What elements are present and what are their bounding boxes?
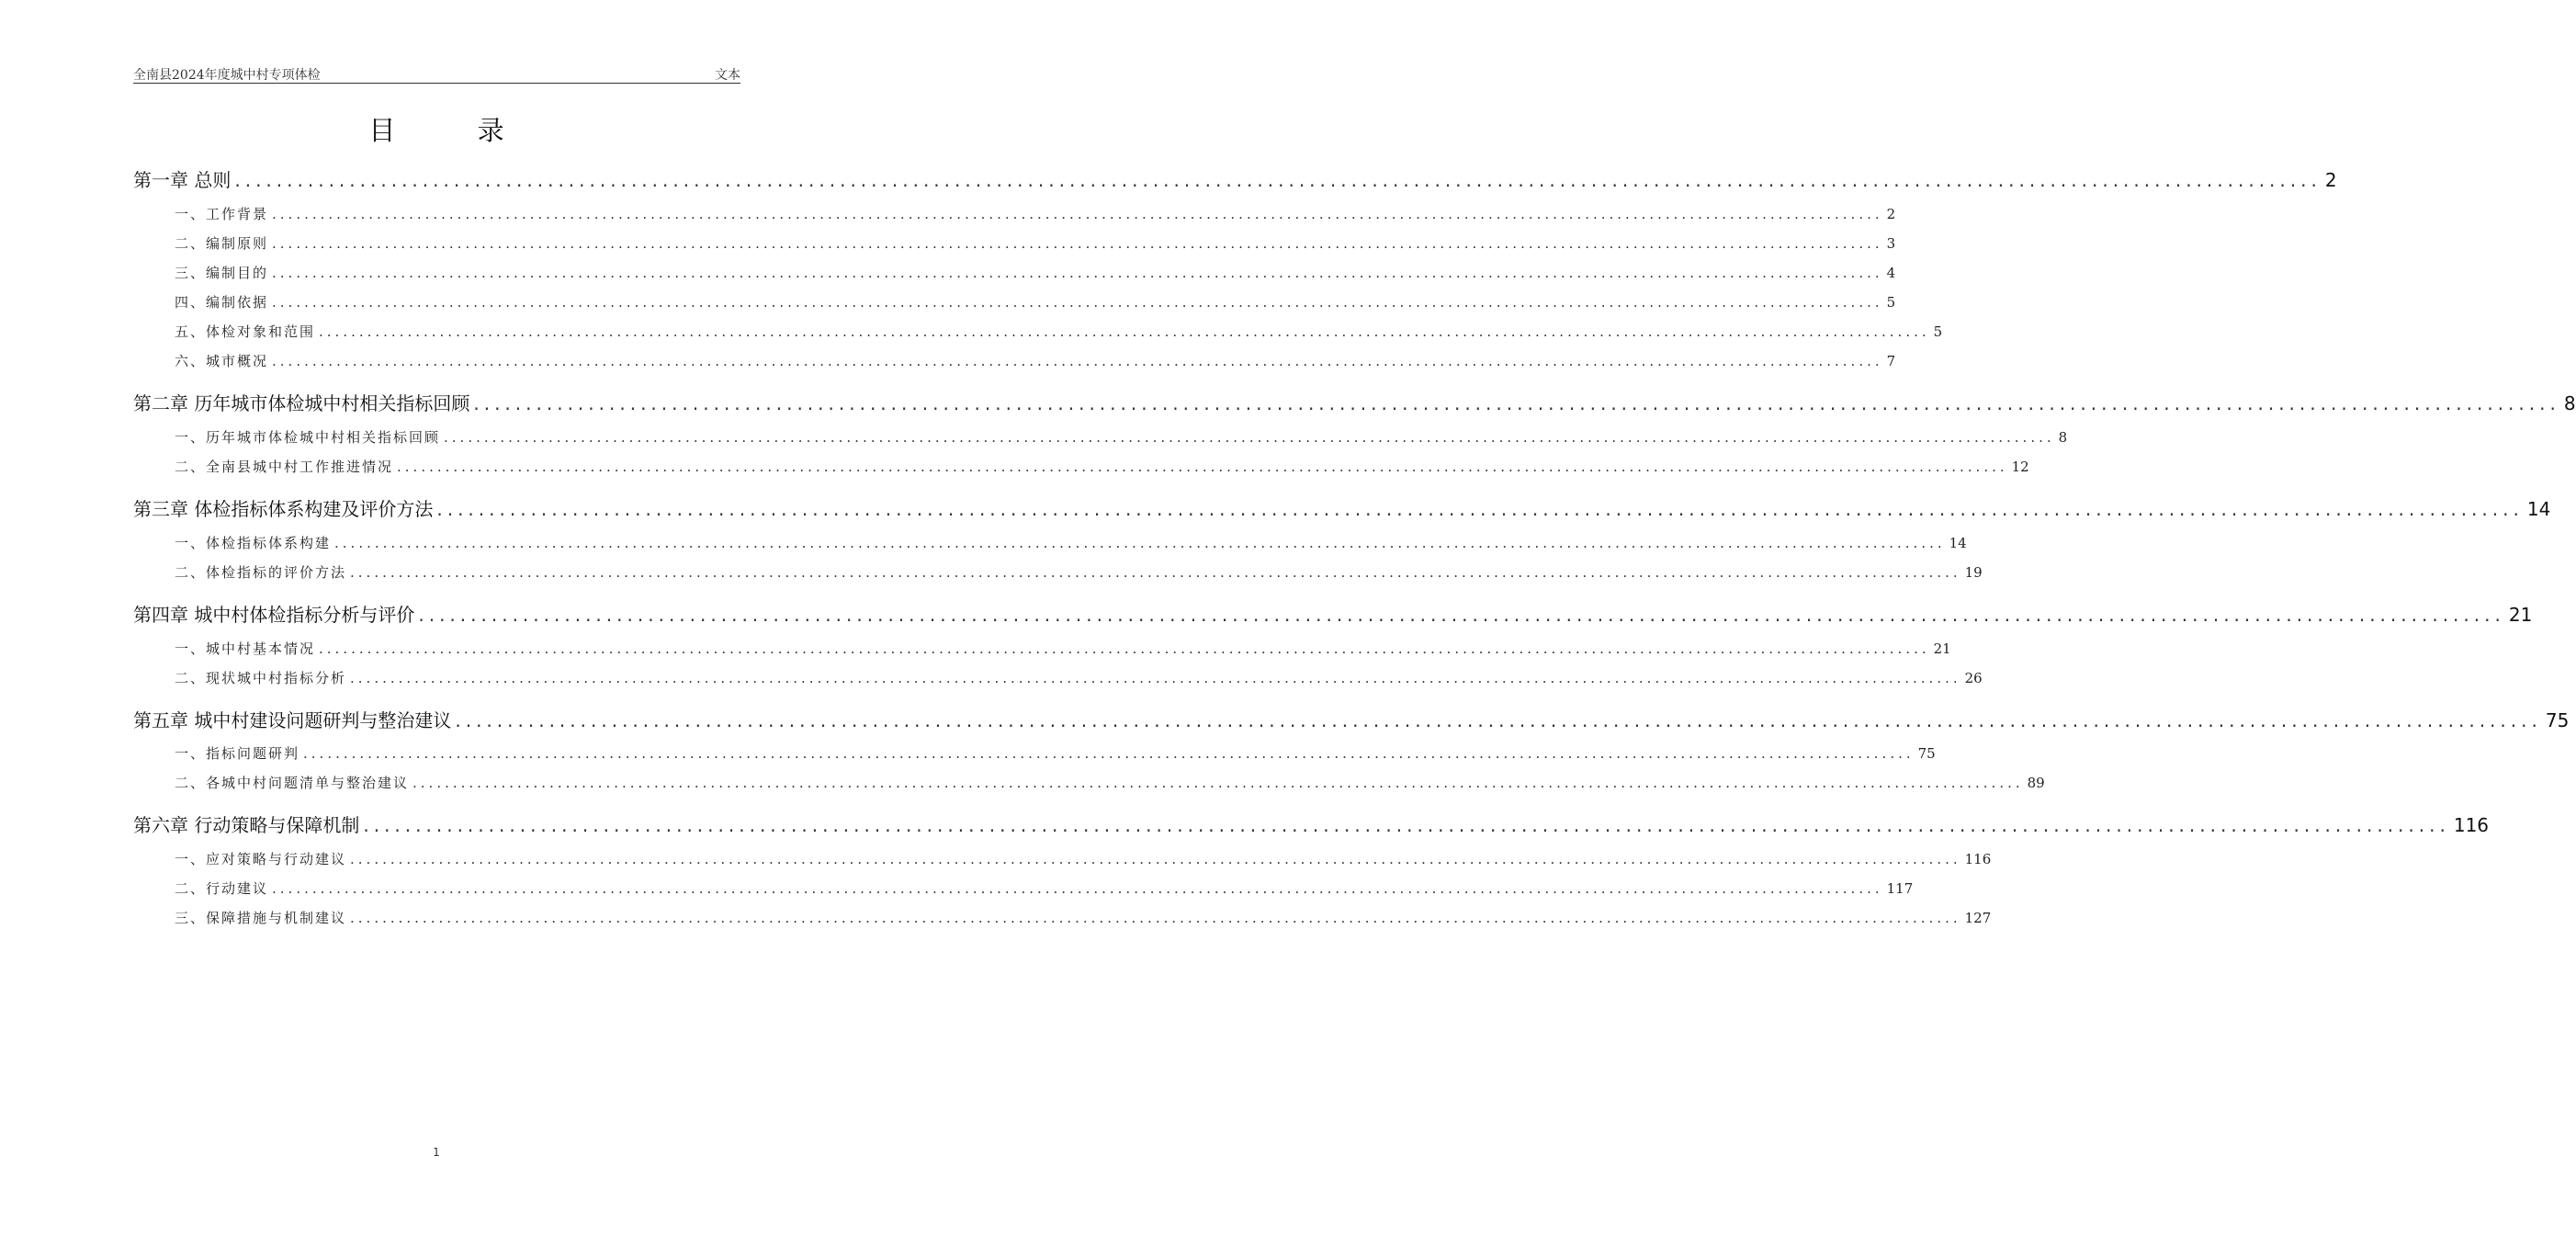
toc-dot-leader: ........................................................................................................................................................................................................ xyxy=(272,353,1883,369)
toc-section-entry[interactable] xyxy=(175,878,1914,898)
toc-entry-label: 二、体检指标的评价方法 xyxy=(175,564,347,581)
toc-entry-label: 一、城中村基本情况 xyxy=(175,640,316,657)
toc-dot-leader: ........................................................................................................................................................................................................ xyxy=(412,775,2024,791)
toc-entry-label: 第六章 行动策略与保障机制 xyxy=(133,814,360,836)
toc-chapter-entry[interactable] xyxy=(133,706,2570,732)
toc-section-entry[interactable] xyxy=(175,427,2068,447)
toc-section-entry[interactable] xyxy=(175,233,1896,253)
toc-entry-page-number: 12 xyxy=(2011,459,2029,475)
toc-entry-page-number: 117 xyxy=(1886,880,1914,897)
toc-entry-page-number: 127 xyxy=(1964,910,1992,926)
toc-dot-leader: ........................................................................................................................................................................................................ xyxy=(473,392,2560,414)
toc-entry-page-number: 3 xyxy=(1886,235,1896,252)
toc-entry-page-number: 2 xyxy=(2324,169,2337,191)
toc-chapter-entry[interactable] xyxy=(133,600,2533,627)
toc-entry-page-number: 75 xyxy=(2545,709,2570,731)
toc-entry-page-number: 5 xyxy=(1886,294,1896,311)
toc-chapter-entry[interactable] xyxy=(133,165,2337,192)
toc-entry-page-number: 75 xyxy=(1917,745,1936,762)
toc-entry-page-number: 7 xyxy=(1886,353,1896,369)
toc-section-entry[interactable] xyxy=(175,562,1983,582)
toc-entry-page-number: 4 xyxy=(1886,265,1896,281)
page-header xyxy=(133,64,740,84)
document-type: 文本 xyxy=(715,68,740,83)
toc-dot-leader: ........................................................................................................................................................................................................ xyxy=(272,235,1883,252)
toc-section-entry[interactable] xyxy=(175,351,1896,370)
toc-entry-page-number: 21 xyxy=(2508,604,2533,626)
toc-entry-page-number: 19 xyxy=(1964,564,1983,581)
toc-dot-leader: ........................................................................................................................................................................................................ xyxy=(350,851,1961,867)
toc-entry-label: 六、城市概况 xyxy=(175,353,269,369)
toc-section-entry[interactable] xyxy=(175,639,1951,658)
toc-entry-label: 三、编制目的 xyxy=(175,265,269,281)
toc-section-entry[interactable] xyxy=(175,849,1992,868)
toc-section-entry[interactable] xyxy=(175,263,1896,282)
toc-entry-label: 二、行动建议 xyxy=(175,880,269,897)
toc-dot-leader: ........................................................................................................................................................................................................ xyxy=(303,745,1915,762)
toc-dot-leader: ........................................................................................................................................................................................................ xyxy=(234,169,2322,191)
toc-entry-page-number: 8 xyxy=(2058,429,2068,446)
toc-dot-leader: ........................................................................................................................................................................................................ xyxy=(350,910,1961,926)
toc-title: 目 录 xyxy=(368,115,541,146)
toc-section-entry[interactable] xyxy=(175,322,1943,341)
toc-entry-page-number: 14 xyxy=(2526,498,2551,520)
toc-section-entry[interactable] xyxy=(175,773,2045,792)
toc-dot-leader: ........................................................................................................................................................................................................ xyxy=(334,535,1946,551)
toc-entry-label: 二、现状城中村指标分析 xyxy=(175,670,347,686)
page-number: 1 xyxy=(433,1146,440,1159)
toc-dot-leader: ........................................................................................................................................................................................................ xyxy=(272,294,1883,311)
toc-entry-label: 二、全南县城中村工作推进情况 xyxy=(175,459,394,475)
toc-entry-label: 四、编制依据 xyxy=(175,294,269,311)
toc-dot-leader: ........................................................................................................................................................................................................ xyxy=(272,265,1883,281)
toc-dot-leader: ........................................................................................................................................................................................................ xyxy=(319,323,1930,340)
document-title: 全南县2024年度城中村专项体检 xyxy=(133,68,321,83)
toc-chapter-entry[interactable] xyxy=(133,810,2490,837)
toc-entry-page-number: 26 xyxy=(1964,670,1983,686)
toc-dot-leader: ........................................................................................................................................................................................................ xyxy=(397,459,2008,475)
toc-entry-label: 一、应对策略与行动建议 xyxy=(175,851,347,867)
toc-entry-label: 五、体检对象和范围 xyxy=(175,323,316,340)
toc-chapter-entry[interactable] xyxy=(133,389,2576,415)
toc-entry-page-number: 116 xyxy=(1964,851,1992,867)
toc-section-entry[interactable] xyxy=(175,457,2029,476)
toc-dot-leader: ........................................................................................................................................................................................................ xyxy=(272,880,1883,897)
toc-dot-leader: ........................................................................................................................................................................................................ xyxy=(350,670,1961,686)
toc-dot-leader: ........................................................................................................................................................................................................ xyxy=(436,498,2524,520)
toc-entry-label: 第一章 总则 xyxy=(133,169,232,191)
toc-dot-leader: ........................................................................................................................................................................................................ xyxy=(444,429,2055,446)
toc-entry-page-number: 89 xyxy=(2027,775,2045,791)
toc-section-entry[interactable] xyxy=(175,292,1896,312)
toc-dot-leader: ........................................................................................................................................................................................................ xyxy=(319,640,1930,657)
toc-entry-page-number: 2 xyxy=(1886,206,1896,222)
toc-entry-page-number: 8 xyxy=(2563,392,2576,414)
toc-entry-label: 一、体检指标体系构建 xyxy=(175,535,332,551)
toc-section-entry[interactable] xyxy=(175,743,1936,763)
toc-section-entry[interactable] xyxy=(175,533,1967,552)
toc-section-entry[interactable] xyxy=(175,908,1992,927)
toc-entry-label: 二、各城中村问题清单与整治建议 xyxy=(175,775,410,791)
toc-entry-label: 一、历年城市体检城中村相关指标回顾 xyxy=(175,429,441,446)
toc-chapter-entry[interactable] xyxy=(133,494,2551,521)
toc-dot-leader: ........................................................................................................................................................................................................ xyxy=(350,564,1961,581)
toc-section-entry[interactable] xyxy=(175,204,1896,223)
toc-entry-label: 第三章 体检指标体系构建及评价方法 xyxy=(133,498,434,520)
toc-entry-label: 第二章 历年城市体检城中村相关指标回顾 xyxy=(133,392,470,414)
toc-entry-label: 一、工作背景 xyxy=(175,206,269,222)
toc-dot-leader: ........................................................................................................................................................................................................ xyxy=(363,814,2450,836)
toc-dot-leader: ........................................................................................................................................................................................................ xyxy=(272,206,1883,222)
toc-section-entry[interactable] xyxy=(175,668,1983,687)
toc-entry-label: 三、保障措施与机制建议 xyxy=(175,910,347,926)
toc-entry-page-number: 5 xyxy=(1933,323,1943,340)
toc-entry-label: 一、指标问题研判 xyxy=(175,745,300,762)
toc-entry-page-number: 116 xyxy=(2453,814,2490,836)
toc-entry-page-number: 21 xyxy=(1933,640,1951,657)
toc-entry-label: 二、编制原则 xyxy=(175,235,269,252)
toc-entry-label: 第五章 城中村建设问题研判与整治建议 xyxy=(133,709,452,731)
toc-dot-leader: ........................................................................................................................................................................................................ xyxy=(418,604,2505,626)
toc-entry-page-number: 14 xyxy=(1949,535,1967,551)
toc-dot-leader: ........................................................................................................................................................................................................ xyxy=(455,709,2542,731)
toc-entry-label: 第四章 城中村体检指标分析与评价 xyxy=(133,604,415,626)
